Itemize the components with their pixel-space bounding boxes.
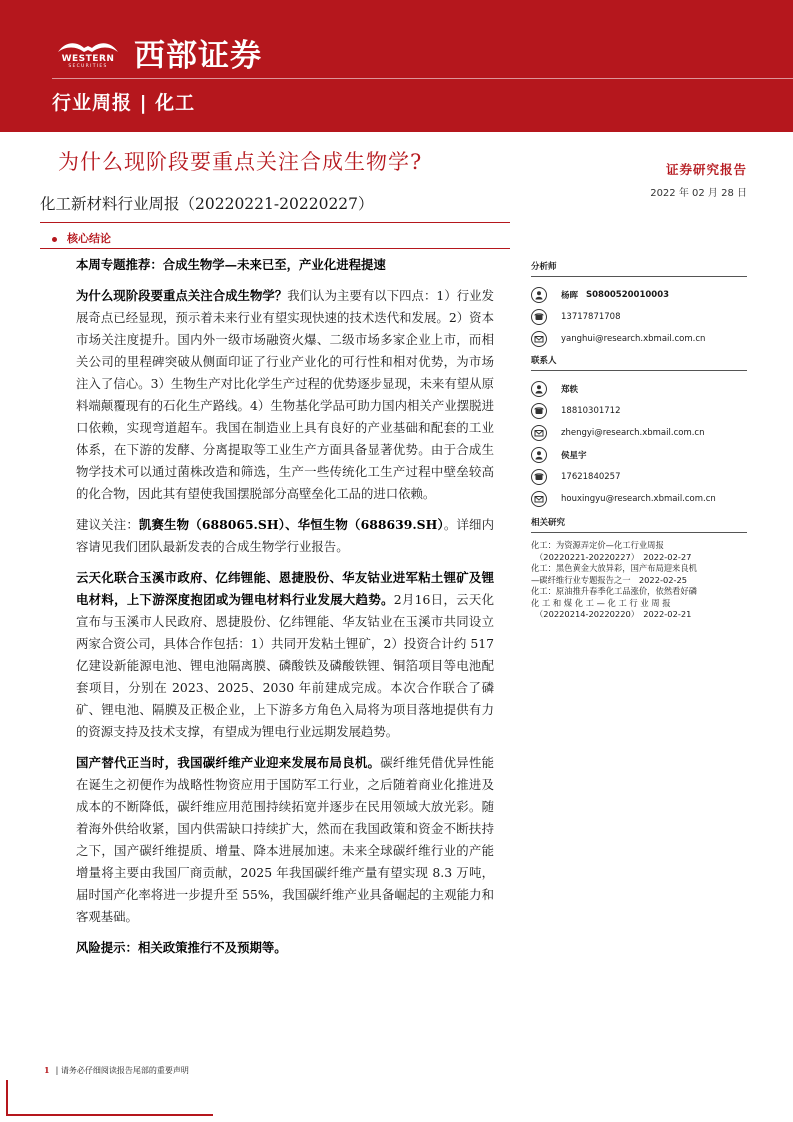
phone-icon [531,469,547,485]
contact-phone: 18810301712 [561,406,621,416]
analyst-email-row[interactable] [531,328,747,350]
analyst-email[interactable]: yanghui@research.xbmail.com.cn [561,334,706,344]
section-divider [40,248,510,249]
contact-name: 郑轶 [561,385,579,395]
paragraph-lead: 云天化联合玉溪市政府、亿纬锂能、恩捷股份、华友钴业进军粘土锂矿及锂电材料，上下游深度抱团或为锂电材料行业发展大趋势。 [76,570,494,607]
report-body [76,254,494,968]
contact-phone-row [531,466,747,488]
header-banner [0,0,793,132]
paragraph [76,514,494,558]
related-item[interactable]: 化工：黑色黄金大放异彩，国产布局迎来良机 [531,563,697,573]
paragraph [76,285,494,505]
related-item[interactable]: 化工：原油推升春季化工品涨价，依然看好磷 [531,586,697,596]
report-date: 2022 年 02 月 28 日 [650,188,747,199]
related-item[interactable]: 化工：为资源弄定价—化工行业周报 [531,540,664,550]
brand-name: 西部证券 [134,38,262,74]
page-number: 1 [44,1065,50,1075]
person-icon [531,447,547,463]
western-securities-logo [52,32,124,72]
contact-name-row [531,378,747,400]
corner-decoration [6,1080,8,1116]
logo-text: WESTERN [61,54,115,64]
page-footer [44,1065,189,1076]
report-subtitle: 化工新材料行业周报（20220221-20220227） [40,195,374,213]
paragraph-lead: 本周专题推荐：合成生物学—未来已至，产业化进程提速 [76,257,386,272]
related-item-date: —碳纤维行业专题报告之一 2022-02-25 [531,574,688,585]
paragraph-text: 。详细内容请见我们团队最新发表的合成生物学行业报告。 [76,517,495,554]
related-research-list [531,540,747,621]
page-title: 为什么现阶段要重点关注合成生物学? [58,150,423,174]
section-title: 核心结论 [67,232,111,245]
paragraph [76,567,494,743]
footer-disclaimer: | 请务必仔细阅读报告尾部的重要声明 [55,1066,189,1075]
report-category: 行业周报 | 化工 [52,92,196,114]
sidebar [531,260,747,621]
banner-divider [52,78,793,79]
contact-heading: 联系人 [531,354,747,371]
contact-phone: 17621840257 [561,472,621,482]
analyst-phone: 13717871708 [561,312,621,322]
contact-email-row[interactable] [531,422,747,444]
contact-name: 侯星宇 [561,451,587,461]
corner-decoration [6,1114,213,1116]
analyst-name: 杨晖 [561,291,579,301]
email-icon [531,331,547,347]
related-item-date: （20220221-20220227） 2022-02-27 [535,551,692,562]
paragraph-text: 2月16日，云天化宣布与玉溪市人民政府、恩捷股份、亿纬锂能、华友钴业在玉溪市共同设立两家合资公司，具体合作包括：1）共同开发粘土锂矿，2）投资合计约 517 亿建设新能源电池、锂电池隔离膜、磷酸铁及磷酸铁锂、铜箔项目等电池配套项目，分别在 2023、2025、2030 年前建成完成。本次合作联合了磷矿、锂电池、隔膜及正极企业，上下游多方角色入局将为项目落地提供有力的资源支持及技术支撑，有望成为锂电行业远期发展趋势。 [76,592,494,739]
related-item-date: （20220214-20220220） 2022-02-21 [535,609,692,619]
paragraph-lead: 风险提示：相关政策推行不及预期等。 [76,940,287,955]
paragraph-text: 碳纤维凭借优异性能在诞生之初便作为战略性物资应用于国防军工行业，之后随着商业化推进及成本的不断降低，碳纤维应用范围持续拓宽并逐步在民用领域大放光彩。随着海外供给收紧，国内供需缺口持续扩大，然而在我国政策和资金不断扶持之下，国产碳纤维提质、增量、降本进展加速。未来全球碳纤维行业的产能增量将主要由我国厂商贡献，2025 年我国碳纤维产量有望实现 8.3 万吨，届时国产化率将进一步提升至 55%，我国碳纤维产业具备崛起的主观能力和客观基础。 [76,755,495,924]
report-type-label: 证券研究报告 [665,162,747,177]
paragraph [76,937,494,959]
email-icon [531,425,547,441]
subtitle-divider [40,222,510,223]
contact-email[interactable]: houxingyu@research.xbmail.com.cn [561,494,716,504]
paragraph-lead: 为什么现阶段要重点关注合成生物学？ [76,288,288,303]
section-heading [52,230,111,246]
analyst-name-row [531,284,747,306]
phone-icon [531,403,547,419]
paragraph-text: 我们认为主要有以下四点：1）行业发展奇点已经显现，预示着未来行业有望实现快速的技术迭代和发展。2）资本市场关注度提升。国内外一级市场融资火爆、二级市场多家企业上市，而相关公司的里程碑突破从侧面印证了行业产业化的可行性和相对优势，为市场注入了信心。3）生物生产对比化学生产过程的优势逐步显现，未来有望从原料端颠覆现有的石化生产路线。4）生物基化学品可助力国内相关产业摆脱进口依赖，实现弯道超车。我国在制造业上具有良好的产业基础和配套的工业体系，在下游的发酵、分离提取等工业生产方面具备显著优势。由于合成生物学技术可以通过菌株改造和筛选，生产一些传统化工生产过程中壁垒较高的化合物，因此其有望使我国摆脱部分高壁垒化工品的进口依赖。 [76,288,495,501]
contact-name-row [531,444,747,466]
contact-phone-row [531,400,747,422]
analyst-phone-row [531,306,747,328]
related-item-cont: 化 工 和 煤 化 工 — 化 工 行 业 周 报 [531,597,671,608]
paragraph-text: 建议关注： [76,517,139,532]
paragraph-lead: 国产替代正当时，我国碳纤维产业迎来发展布局良机。 [76,755,381,770]
analyst-cert: S0800520010003 [586,290,670,300]
person-icon [531,287,547,303]
phone-icon [531,309,547,325]
contact-email[interactable]: zhengyi@research.xbmail.com.cn [561,428,705,438]
paragraph [76,752,494,928]
contact-email-row[interactable] [531,488,747,510]
analyst-heading: 分析师 [531,260,747,277]
paragraph-lead: 凯赛生物（688065.SH）、华恒生物（688639.SH） [138,517,444,532]
related-heading: 相关研究 [531,516,747,533]
email-icon [531,491,547,507]
paragraph [76,254,494,276]
logo-subtext: SECURITIES [68,64,108,69]
person-icon [531,381,547,397]
bullet-dot-icon [52,237,57,242]
